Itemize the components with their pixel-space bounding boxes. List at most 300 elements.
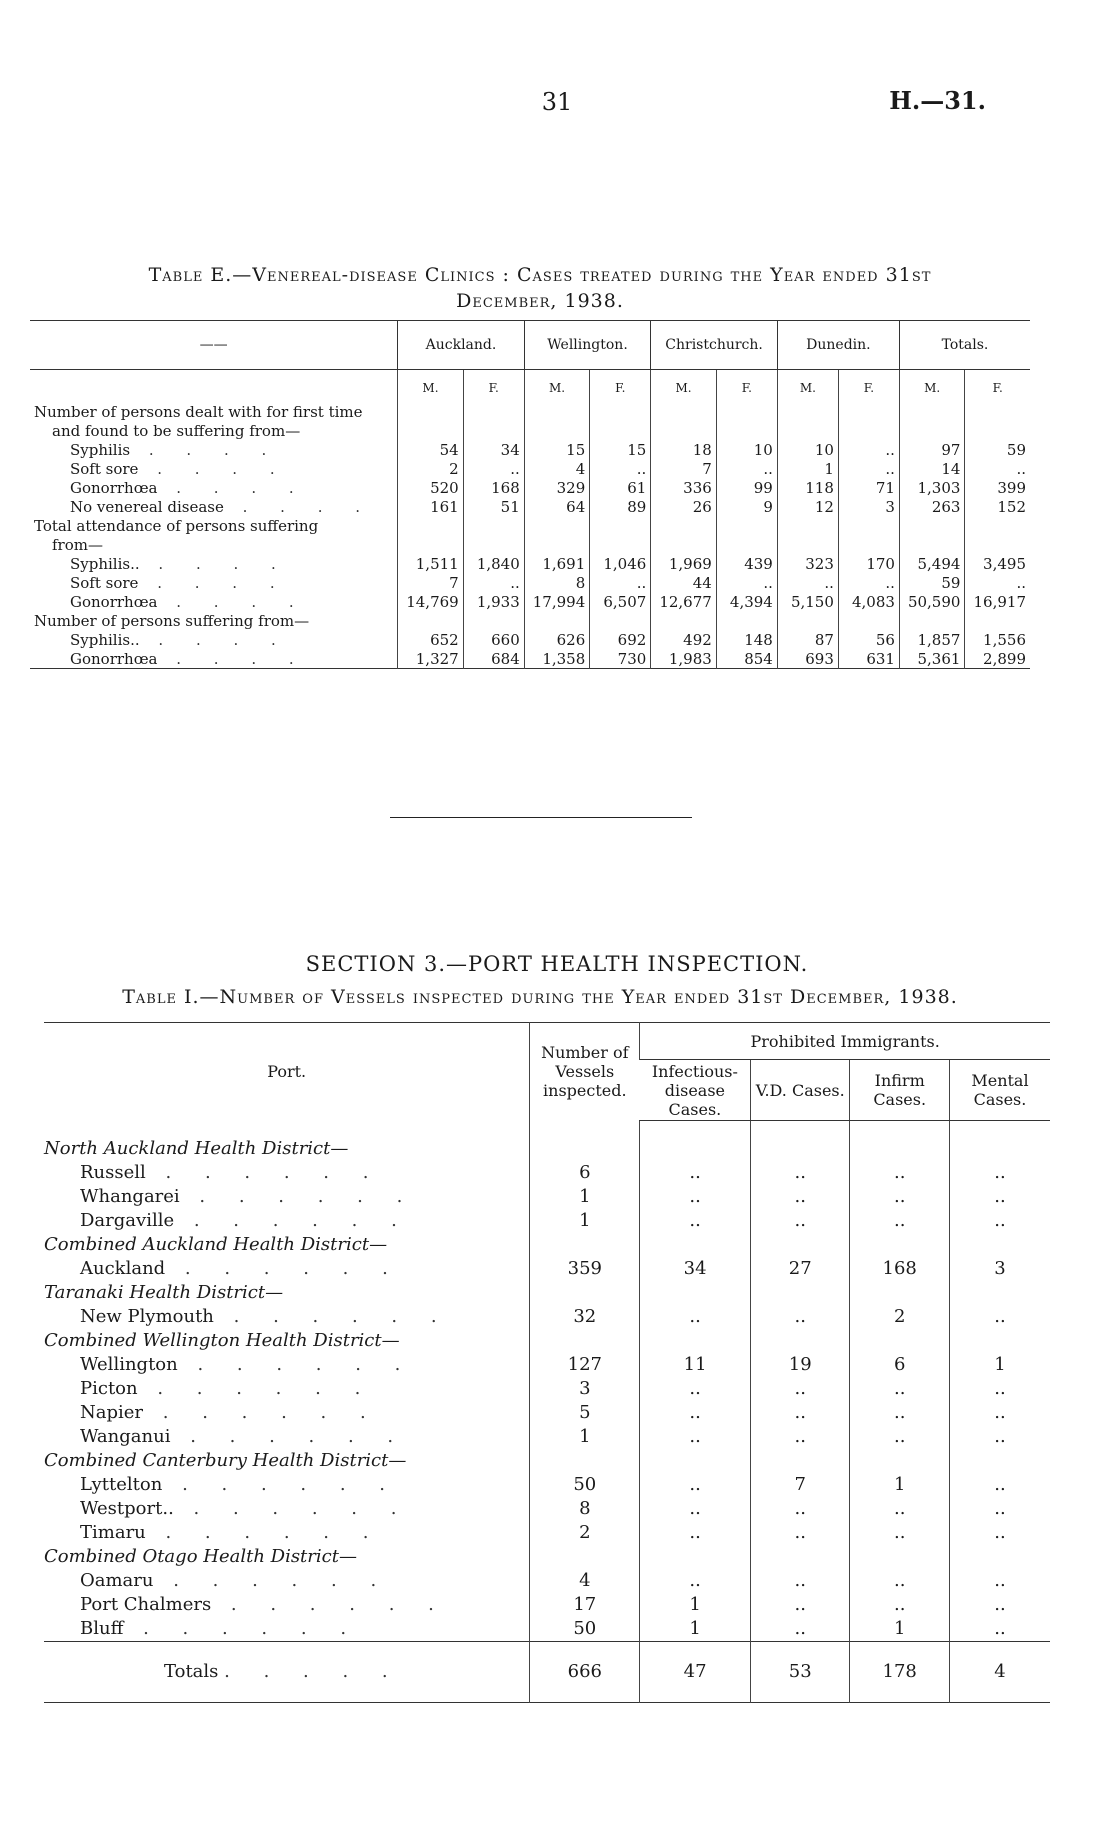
cell-value xyxy=(524,516,590,535)
cell-value xyxy=(949,1137,1050,1161)
cell-value xyxy=(530,1545,640,1569)
cell-value: 87 xyxy=(777,630,838,649)
district-row xyxy=(44,1449,1050,1473)
cell-value xyxy=(750,1449,849,1473)
row-label: Total attendance of persons suffering xyxy=(34,516,319,535)
cell-value xyxy=(750,1233,849,1257)
cell-value: 1 xyxy=(777,459,838,478)
port-label: Napier . . . . . . xyxy=(80,1402,380,1423)
cell-value: 2 xyxy=(398,459,464,478)
cell-value: .. xyxy=(949,1617,1050,1642)
cell-value: 1 xyxy=(850,1473,949,1497)
cell-value: 9 xyxy=(716,497,777,516)
cell-value: 5,150 xyxy=(777,592,838,611)
cell-value xyxy=(716,516,777,535)
cell-value: 1 xyxy=(530,1209,640,1233)
cell-value: .. xyxy=(949,1473,1050,1497)
cell-value: 631 xyxy=(838,649,899,669)
cell-value: 336 xyxy=(651,478,717,497)
table-e-row xyxy=(30,478,1030,497)
cell-value xyxy=(949,1449,1050,1473)
cell-value: 3 xyxy=(949,1257,1050,1281)
row-label: Syphilis.. . . . . xyxy=(70,630,290,649)
cell-value: .. xyxy=(640,1473,751,1497)
cell-value: 2 xyxy=(850,1305,949,1329)
cell-value: 4,083 xyxy=(838,592,899,611)
port-row xyxy=(44,1377,1050,1401)
page-reference: H.—31. xyxy=(889,86,986,115)
cell-value: .. xyxy=(850,1497,949,1521)
cell-value: 12,677 xyxy=(651,592,717,611)
cell-value: 1,556 xyxy=(965,630,1030,649)
totals-value: 4 xyxy=(949,1641,1050,1702)
cell-value xyxy=(524,611,590,630)
cell-value: 1 xyxy=(530,1425,640,1449)
cell-value xyxy=(651,535,717,554)
vessels-header: Number of Vessels inspected. xyxy=(530,1023,640,1121)
cell-value: 329 xyxy=(524,478,590,497)
cell-value xyxy=(850,1329,949,1353)
sex-label: F. xyxy=(590,370,651,403)
cell-value xyxy=(530,1281,640,1305)
cell-value: 32 xyxy=(530,1305,640,1329)
cell-value xyxy=(777,421,838,440)
port-label: New Plymouth . . . . . . xyxy=(80,1306,451,1327)
port-label: Bluff . . . . . . xyxy=(80,1618,361,1639)
cell-value xyxy=(463,402,524,421)
cell-value: .. xyxy=(640,1401,751,1425)
cell-value: .. xyxy=(463,459,524,478)
totals-label: Totals . . . . . xyxy=(44,1641,530,1702)
cell-value xyxy=(750,1137,849,1161)
cell-value: 64 xyxy=(524,497,590,516)
port-row xyxy=(44,1161,1050,1185)
cell-value: 97 xyxy=(899,440,965,459)
port-label: Timaru . . . . . . xyxy=(80,1522,383,1543)
mental-header: Mental Cases. xyxy=(949,1060,1050,1121)
cell-value: 2 xyxy=(530,1521,640,1545)
district-label: Combined Canterbury Health District— xyxy=(44,1450,407,1471)
cell-value: 1 xyxy=(530,1185,640,1209)
port-label: Dargaville . . . . . . xyxy=(80,1210,411,1231)
cell-value: 1,327 xyxy=(398,649,464,669)
row-label: Syphilis.. . . . . xyxy=(70,554,290,573)
cell-value: 6,507 xyxy=(590,592,651,611)
column-wellington: Wellington. xyxy=(524,321,651,370)
cell-value: 3,495 xyxy=(965,554,1030,573)
cell-value: 26 xyxy=(651,497,717,516)
table-e-row xyxy=(30,630,1030,649)
district-row xyxy=(44,1545,1050,1569)
cell-value xyxy=(530,1449,640,1473)
district-label: Combined Auckland Health District— xyxy=(44,1234,388,1255)
prohibited-immigrants-header: Prohibited Immigrants. xyxy=(640,1023,1050,1060)
cell-value: 12 xyxy=(777,497,838,516)
port-label: Wellington . . . . . . xyxy=(80,1354,415,1375)
table-e-row xyxy=(30,440,1030,459)
column-auckland: Auckland. xyxy=(398,321,525,370)
cell-value: 4,394 xyxy=(716,592,777,611)
cell-value xyxy=(640,1449,751,1473)
cell-value xyxy=(899,421,965,440)
cell-value xyxy=(850,1545,949,1569)
cell-value xyxy=(850,1233,949,1257)
cell-value xyxy=(590,516,651,535)
table-e-row xyxy=(30,516,1030,535)
sex-label: M. xyxy=(777,370,838,403)
cell-value: .. xyxy=(750,1521,849,1545)
cell-value: 1,303 xyxy=(899,478,965,497)
cell-value: .. xyxy=(949,1401,1050,1425)
cell-value xyxy=(530,1137,640,1161)
totals-value: 178 xyxy=(850,1641,949,1702)
table-e-title xyxy=(60,262,1020,314)
cell-value: 15 xyxy=(590,440,651,459)
cell-value: 359 xyxy=(530,1257,640,1281)
port-row xyxy=(44,1425,1050,1449)
column-dunedin: Dunedin. xyxy=(777,321,899,370)
cell-value: 51 xyxy=(463,497,524,516)
cell-value: 14 xyxy=(899,459,965,478)
cell-value: 6 xyxy=(530,1161,640,1185)
cell-value: 17,994 xyxy=(524,592,590,611)
cell-value: 4 xyxy=(530,1569,640,1593)
cell-value xyxy=(838,611,899,630)
cell-value xyxy=(463,535,524,554)
row-label: and found to be suffering from— xyxy=(52,421,301,440)
row-label: Soft sore . . . . xyxy=(70,573,289,592)
cell-value: .. xyxy=(590,459,651,478)
cell-value: 1,358 xyxy=(524,649,590,669)
cell-value: .. xyxy=(850,1521,949,1545)
table-e-sex-row xyxy=(30,370,1030,403)
table-e-title-line2: December, 1938. xyxy=(456,290,624,312)
cell-value: .. xyxy=(640,1185,751,1209)
cell-value: .. xyxy=(750,1401,849,1425)
cell-value: 34 xyxy=(463,440,524,459)
cell-value: .. xyxy=(850,1377,949,1401)
table-e-row xyxy=(30,459,1030,478)
district-label: North Auckland Health District— xyxy=(44,1138,349,1159)
cell-value: 8 xyxy=(524,573,590,592)
cell-value xyxy=(651,402,717,421)
cell-value xyxy=(750,1545,849,1569)
district-row xyxy=(44,1233,1050,1257)
cell-value: .. xyxy=(949,1305,1050,1329)
port-label: Auckland . . . . . . xyxy=(80,1258,402,1279)
table-e-row xyxy=(30,573,1030,592)
cell-value: 520 xyxy=(398,478,464,497)
totals-value: 47 xyxy=(640,1641,751,1702)
sex-label: F. xyxy=(838,370,899,403)
cell-value xyxy=(590,611,651,630)
cell-value xyxy=(838,402,899,421)
district-label: Combined Otago Health District— xyxy=(44,1546,357,1567)
cell-value: 11 xyxy=(640,1353,751,1377)
cell-value: 71 xyxy=(838,478,899,497)
cell-value: .. xyxy=(949,1497,1050,1521)
cell-value xyxy=(524,402,590,421)
district-label: Combined Wellington Health District— xyxy=(44,1330,400,1351)
cell-value: 730 xyxy=(590,649,651,669)
cell-value: 170 xyxy=(838,554,899,573)
cell-value: 4 xyxy=(524,459,590,478)
port-label: Port Chalmers . . . . . . xyxy=(80,1594,448,1615)
cell-value xyxy=(398,611,464,630)
cell-value: 16,917 xyxy=(965,592,1030,611)
cell-value xyxy=(716,535,777,554)
cell-value xyxy=(530,1233,640,1257)
cell-value: 152 xyxy=(965,497,1030,516)
cell-value: 50 xyxy=(530,1473,640,1497)
totals-row xyxy=(44,1641,1050,1702)
cell-value xyxy=(899,516,965,535)
cell-value xyxy=(463,516,524,535)
cell-value: 54 xyxy=(398,440,464,459)
cell-value: 263 xyxy=(899,497,965,516)
cell-value: 8 xyxy=(530,1497,640,1521)
totals-value: 53 xyxy=(750,1641,849,1702)
cell-value: 399 xyxy=(965,478,1030,497)
cell-value: .. xyxy=(850,1401,949,1425)
infectious-header: Infectious-disease Cases. xyxy=(640,1060,751,1121)
cell-value: 50,590 xyxy=(899,592,965,611)
cell-value: .. xyxy=(949,1185,1050,1209)
sex-label: M. xyxy=(398,370,464,403)
port-label: Lyttelton . . . . . . xyxy=(80,1474,400,1495)
cell-value: 14,769 xyxy=(398,592,464,611)
divider-rule xyxy=(390,817,692,818)
cell-value: 1,840 xyxy=(463,554,524,573)
row-label: Gonorrhœa . . . . xyxy=(70,592,308,611)
port-row xyxy=(44,1305,1050,1329)
cell-value: 10 xyxy=(777,440,838,459)
cell-value xyxy=(838,516,899,535)
cell-value: 161 xyxy=(398,497,464,516)
cell-value: .. xyxy=(640,1305,751,1329)
row-label: Syphilis . . . . xyxy=(70,440,281,459)
cell-value: 3 xyxy=(838,497,899,516)
cell-value: .. xyxy=(750,1305,849,1329)
cell-value: 168 xyxy=(850,1257,949,1281)
table-e-body xyxy=(30,402,1030,669)
cell-value: .. xyxy=(750,1161,849,1185)
cell-value: 854 xyxy=(716,649,777,669)
cell-value xyxy=(716,402,777,421)
column-totals: Totals. xyxy=(899,321,1030,370)
cell-value: .. xyxy=(949,1161,1050,1185)
cell-value: .. xyxy=(463,573,524,592)
port-row xyxy=(44,1497,1050,1521)
cell-value: .. xyxy=(965,573,1030,592)
sex-label: F. xyxy=(716,370,777,403)
cell-value: .. xyxy=(640,1521,751,1545)
cell-value: .. xyxy=(949,1569,1050,1593)
port-row xyxy=(44,1593,1050,1617)
cell-value: .. xyxy=(640,1209,751,1233)
cell-value: 323 xyxy=(777,554,838,573)
port-row xyxy=(44,1401,1050,1425)
cell-value: 89 xyxy=(590,497,651,516)
cell-value: .. xyxy=(750,1497,849,1521)
cell-value xyxy=(838,421,899,440)
port-label: Whangarei . . . . . . xyxy=(80,1186,417,1207)
cell-value: .. xyxy=(965,459,1030,478)
cell-value xyxy=(899,535,965,554)
cell-value: .. xyxy=(750,1185,849,1209)
cell-value: 18 xyxy=(651,440,717,459)
cell-value xyxy=(640,1233,751,1257)
cell-value: 1,511 xyxy=(398,554,464,573)
cell-value: .. xyxy=(850,1593,949,1617)
cell-value: .. xyxy=(949,1209,1050,1233)
cell-value xyxy=(750,1329,849,1353)
port-row xyxy=(44,1473,1050,1497)
cell-value xyxy=(463,611,524,630)
cell-value: 693 xyxy=(777,649,838,669)
cell-value: .. xyxy=(949,1593,1050,1617)
table-e-row xyxy=(30,554,1030,573)
cell-value: 1,857 xyxy=(899,630,965,649)
cell-value: .. xyxy=(640,1425,751,1449)
cell-value: 17 xyxy=(530,1593,640,1617)
cell-value xyxy=(949,1233,1050,1257)
sex-label: F. xyxy=(965,370,1030,403)
cell-value: 1,046 xyxy=(590,554,651,573)
cell-value xyxy=(640,1545,751,1569)
cell-value: .. xyxy=(850,1161,949,1185)
cell-value xyxy=(640,1137,751,1161)
table-e-header-row xyxy=(30,321,1030,370)
cell-value: 59 xyxy=(965,440,1030,459)
cell-value: 5 xyxy=(530,1401,640,1425)
cell-value xyxy=(640,1329,751,1353)
venereal-disease-table xyxy=(30,320,1030,669)
cell-value: .. xyxy=(640,1569,751,1593)
table-e-corner: —— xyxy=(30,321,398,370)
row-label: Number of persons dealt with for first time xyxy=(34,402,363,421)
port-row xyxy=(44,1185,1050,1209)
cell-value: .. xyxy=(949,1425,1050,1449)
cell-value xyxy=(463,421,524,440)
sex-label: M. xyxy=(524,370,590,403)
cell-value xyxy=(965,535,1030,554)
cell-value xyxy=(850,1137,949,1161)
cell-value: 59 xyxy=(899,573,965,592)
cell-value xyxy=(777,402,838,421)
cell-value: 2,899 xyxy=(965,649,1030,669)
cell-value: .. xyxy=(750,1425,849,1449)
cell-value xyxy=(524,535,590,554)
vessels-inspected-table xyxy=(44,1022,1050,1703)
cell-value xyxy=(949,1329,1050,1353)
cell-value: .. xyxy=(716,459,777,478)
cell-value: .. xyxy=(750,1617,849,1642)
port-row xyxy=(44,1617,1050,1642)
table-i-body xyxy=(44,1121,1050,1642)
cell-value xyxy=(850,1449,949,1473)
port-row xyxy=(44,1569,1050,1593)
port-label: Picton . . . . . . xyxy=(80,1378,375,1399)
cell-value: 660 xyxy=(463,630,524,649)
cell-value: 692 xyxy=(590,630,651,649)
port-label: Oamaru . . . . . . xyxy=(80,1570,391,1591)
port-label: Russell . . . . . . xyxy=(80,1162,383,1183)
cell-value: 1 xyxy=(640,1593,751,1617)
cell-value: 19 xyxy=(750,1353,849,1377)
table-e-row xyxy=(30,611,1030,630)
cell-value: 439 xyxy=(716,554,777,573)
port-row xyxy=(44,1209,1050,1233)
cell-value: 10 xyxy=(716,440,777,459)
cell-value: 99 xyxy=(716,478,777,497)
cell-value xyxy=(777,516,838,535)
cell-value: .. xyxy=(850,1209,949,1233)
district-row xyxy=(44,1329,1050,1353)
cell-value xyxy=(716,611,777,630)
vd-header: V.D. Cases. xyxy=(750,1060,849,1121)
cell-value xyxy=(530,1329,640,1353)
cell-value: 652 xyxy=(398,630,464,649)
cell-value xyxy=(777,535,838,554)
port-row xyxy=(44,1257,1050,1281)
page-number: 31 xyxy=(541,88,573,116)
cell-value: 50 xyxy=(530,1617,640,1642)
infirm-header: Infirm Cases. xyxy=(850,1060,949,1121)
section-title: SECTION 3.—PORT HEALTH INSPECTION. xyxy=(305,952,809,976)
cell-value xyxy=(398,535,464,554)
cell-value: 492 xyxy=(651,630,717,649)
table-e-row xyxy=(30,592,1030,611)
cell-value xyxy=(965,402,1030,421)
cell-value: 27 xyxy=(750,1257,849,1281)
cell-value xyxy=(651,421,717,440)
table-e-row xyxy=(30,535,1030,554)
cell-value: 5,361 xyxy=(899,649,965,669)
district-row xyxy=(44,1281,1050,1305)
row-label: Number of persons suffering from— xyxy=(34,611,310,630)
cell-value: 44 xyxy=(651,573,717,592)
cell-value xyxy=(899,402,965,421)
row-label: Gonorrhœa . . . . xyxy=(70,649,308,668)
port-header: Port. xyxy=(267,1062,307,1082)
cell-value xyxy=(398,402,464,421)
sex-label: M. xyxy=(899,370,965,403)
cell-value xyxy=(590,402,651,421)
cell-value xyxy=(949,1545,1050,1569)
cell-value: 7 xyxy=(398,573,464,592)
cell-value: .. xyxy=(850,1185,949,1209)
row-label: Gonorrhœa . . . . xyxy=(70,478,308,497)
cell-value: .. xyxy=(750,1377,849,1401)
cell-value: 1,933 xyxy=(463,592,524,611)
cell-value: 6 xyxy=(850,1353,949,1377)
cell-value: 1,691 xyxy=(524,554,590,573)
cell-value: .. xyxy=(838,440,899,459)
row-label: Soft sore . . . . xyxy=(70,459,289,478)
port-row xyxy=(44,1353,1050,1377)
cell-value xyxy=(590,421,651,440)
cell-value: 1 xyxy=(640,1617,751,1642)
table-e-row xyxy=(30,649,1030,669)
cell-value xyxy=(590,535,651,554)
cell-value: 118 xyxy=(777,478,838,497)
cell-value: 15 xyxy=(524,440,590,459)
cell-value xyxy=(838,535,899,554)
cell-value: 1,969 xyxy=(651,554,717,573)
port-label: Westport.. . . . . . . xyxy=(80,1498,411,1519)
cell-value xyxy=(899,611,965,630)
